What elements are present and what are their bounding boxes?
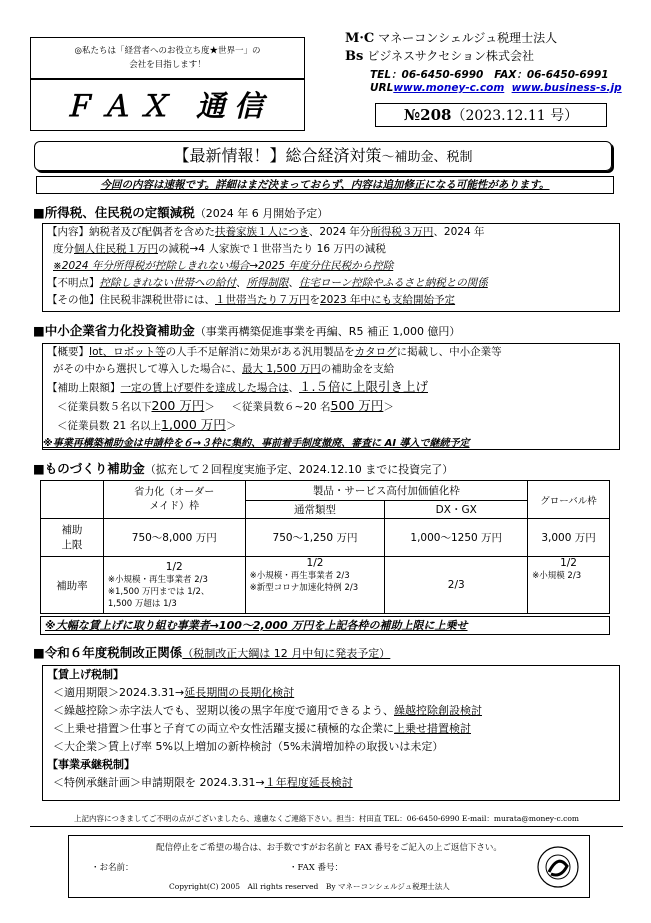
- footer-name-label: ・お名前：: [91, 863, 134, 873]
- slogan-line-2: 会社を目指します！: [129, 60, 206, 70]
- issue-number: №208: [403, 106, 452, 124]
- section-4-note: （税制改正大綱は 12 月中旬に発表予定）: [182, 647, 391, 660]
- table-corner: [41, 481, 104, 519]
- company-1-name: マネーコンシェルジュ税理士法人: [378, 31, 558, 45]
- section-2-note: （事業再構築促進事業を再編、R5 補正 1,000 億円）: [194, 325, 461, 338]
- s2-line-5: ＜従業員数 21 名以上1,000 万円＞: [57, 417, 237, 432]
- page-title: [34, 141, 612, 171]
- company-1: [345, 29, 557, 46]
- col-header-dxgx: DX・GX: [385, 501, 528, 519]
- company-2: [345, 47, 534, 64]
- col-header-shoryokuka: 省力化（オーダー メイド）枠: [103, 481, 245, 519]
- issue-date: （2023.12.11 号）: [451, 108, 579, 124]
- s2-line-3: 【補助上限額】一定の賃上げ要件を達成した場合は、１.５倍に上限引き上げ: [47, 379, 428, 394]
- s2-line-1: 【概要】Iot、ロボット等の人手不足解消に効果がある汎用製品をカタログに掲載し、中小企業等: [47, 346, 502, 358]
- monozukuri-table: [40, 480, 610, 614]
- notice-banner: [36, 176, 614, 194]
- fax: FAX：06-6450-6991: [494, 69, 609, 81]
- company-1-logo: M·C: [345, 31, 375, 46]
- s2-line-4: ＜従業員数５名以下200 万円＞ ＜従業員数６~20 名500 万円＞: [57, 398, 394, 413]
- url-line: [370, 82, 622, 94]
- s4-title-2: 【事業承継税制】: [47, 758, 135, 771]
- cell-ritsu-tsujo: 1/2 ※小規模・再生事業者 2/3 ※新型コロナ加速化特例 2/3: [245, 557, 385, 614]
- section-3-heading: [33, 459, 453, 477]
- company-2-name: ビジネスサクセション株式会社: [367, 49, 534, 63]
- url-money-c-link[interactable]: www.money-c.com: [393, 82, 505, 94]
- title-main: 【最新情報！】総合経済対策: [173, 146, 382, 165]
- s4-line-2: ＜繰越控除＞赤字法人でも、翌期以後の黒字年度で適用できるよう、繰越控除創設検討: [53, 704, 482, 717]
- col-header-global: グローバル枠: [528, 481, 610, 519]
- section-3-note-box: [40, 616, 610, 635]
- cell-ritsu-shoryokuka: 1/2 ※小規模・再生事業者 2/3 ※1,500 万円までは 1/2、 1,500 万超は 1/3: [103, 557, 245, 614]
- section-2-heading: [33, 321, 460, 339]
- cell-jogen-global: 3,000 万円: [528, 519, 610, 557]
- url-label: URL: [370, 82, 394, 94]
- cell-jogen-dxgx: 1,000～1250 万円: [385, 519, 528, 557]
- cell-ritsu-dxgx: 2/3: [385, 557, 528, 614]
- s1-line-5: 【その他】住民税非課税世帯には、１世帯当たり７万円を2023 年中にも支給開始予定: [47, 294, 456, 306]
- section-3-bottom-note: ※大幅な賃上げに取り組む事業者→100～2,000 万円を上記各枠の補助上限に上乗せ: [45, 619, 468, 632]
- company-2-logo: Bs: [345, 49, 364, 64]
- tel: TEL：06-6450-6990: [370, 69, 484, 81]
- row-header-jogen: 補助 上限: [41, 519, 104, 557]
- slogan-line-1: ◎私たちは「経営者へのお役立ち度★世界一」の: [74, 46, 261, 56]
- s1-line-3: ※2024 年分所得税が控除しきれない場合→2025 年度分住民税から控除: [53, 260, 394, 272]
- section-4-heading: [33, 643, 390, 661]
- cell-jogen-tsujo: 750～1,250 万円: [245, 519, 385, 557]
- contact-line: 上記内容につきましてご不明の点がございましたら、遠慮なくご連絡下さい。担当：村田直 TEL：06-6450-6990 E-mail：murata@money-c.com: [30, 813, 623, 827]
- section-1-title: ■所得税、住民税の定額減税: [33, 205, 195, 220]
- s4-title-1: 【賃上げ税制】: [47, 668, 124, 681]
- section-1-heading: [33, 203, 328, 221]
- section-1-box: [42, 223, 620, 312]
- slogan-box: [30, 37, 305, 79]
- issue-box: [375, 103, 607, 127]
- s2-line-2: がその中から選択して導入した場合に、最大 1,500 万円の補助金を支給: [53, 363, 395, 375]
- row-header-hojoritsu: 補助率: [41, 557, 104, 614]
- notice-text: 今回の内容は速報です。詳細はまだ決まっておらず、内容は追加修正になる可能性があります。: [100, 179, 550, 191]
- footer-copyright: Copyright(C) 2005 All rights reserved By マネーコンシェルジュ税理士法人: [169, 882, 450, 891]
- url-business-s-link[interactable]: www.business-s.jp: [511, 82, 622, 94]
- section-2-title: ■中小企業省力化投資補助金: [33, 323, 195, 338]
- col-header-kofukakachi: 製品・サービス高付加価値化枠: [245, 481, 527, 501]
- s2-line-6: ※事業再構築補助金は申請枠を６→３枠に集約、事前着手制度撤廃、審査に AI 導入で継続予定: [43, 438, 470, 449]
- title-sub: ～補助金、税制: [381, 150, 473, 165]
- col-header-tsujo: 通常類型: [245, 501, 385, 519]
- s4-line-3: ＜上乗せ措置＞仕事と子育ての両立や女性活躍支援に積極的な企業に上乗せ措置検討: [53, 722, 471, 735]
- section-2-box: [42, 343, 620, 450]
- section-3-title: ■ものづくり補助金: [33, 461, 145, 476]
- footer-line-1: 配信停止をご希望の場合は、お手数ですがお名前と FAX 番号をご記入の上ご返信下さい。: [156, 843, 502, 853]
- footer-box: [68, 835, 590, 898]
- s4-line-1: ＜適用期限＞2024.3.31→延長期間の長期化検討: [53, 686, 295, 699]
- company-seal-icon: [535, 844, 581, 890]
- cell-ritsu-global: 1/2 ※小規模 2/3: [528, 557, 610, 614]
- s1-line-4: 【不明点】控除しきれない世帯への給付、所得制限、住宅ローン控除やふるさと納税との関係: [47, 277, 488, 289]
- fax-title: ＦＡＸ 通信: [30, 79, 305, 131]
- section-4-title: ■令和６年度税制改正関係: [33, 645, 183, 660]
- footer-fax-label: ・FAX 番号：: [289, 863, 344, 873]
- s1-line-2: 度分個人住民税１万円の減税→4 人家族で１世帯当たり 16 万円の減税: [53, 243, 386, 255]
- cell-jogen-shoryokuka: 750～8,000 万円: [103, 519, 245, 557]
- s4-line-4: ＜大企業＞賃上げ率 5%以上増加の新枠検討（5%未満増加枠の取扱いは未定）: [53, 740, 444, 753]
- section-1-note: （2024 年 6 月開始予定）: [194, 207, 329, 220]
- section-3-note: （拡充して２回程度実施予定、2024.12.10 までに投資完了）: [144, 463, 454, 476]
- s4-line-5: ＜特例承継計画＞申請期限を 2024.3.31→１年程度延長検討: [53, 776, 353, 789]
- tel-fax-line: [370, 67, 609, 82]
- s1-line-1: 【内容】納税者及び配偶者を含めた扶養家族１人につき、2024 年分所得税３万円、2024 年: [47, 226, 485, 238]
- section-4-box: [42, 665, 620, 801]
